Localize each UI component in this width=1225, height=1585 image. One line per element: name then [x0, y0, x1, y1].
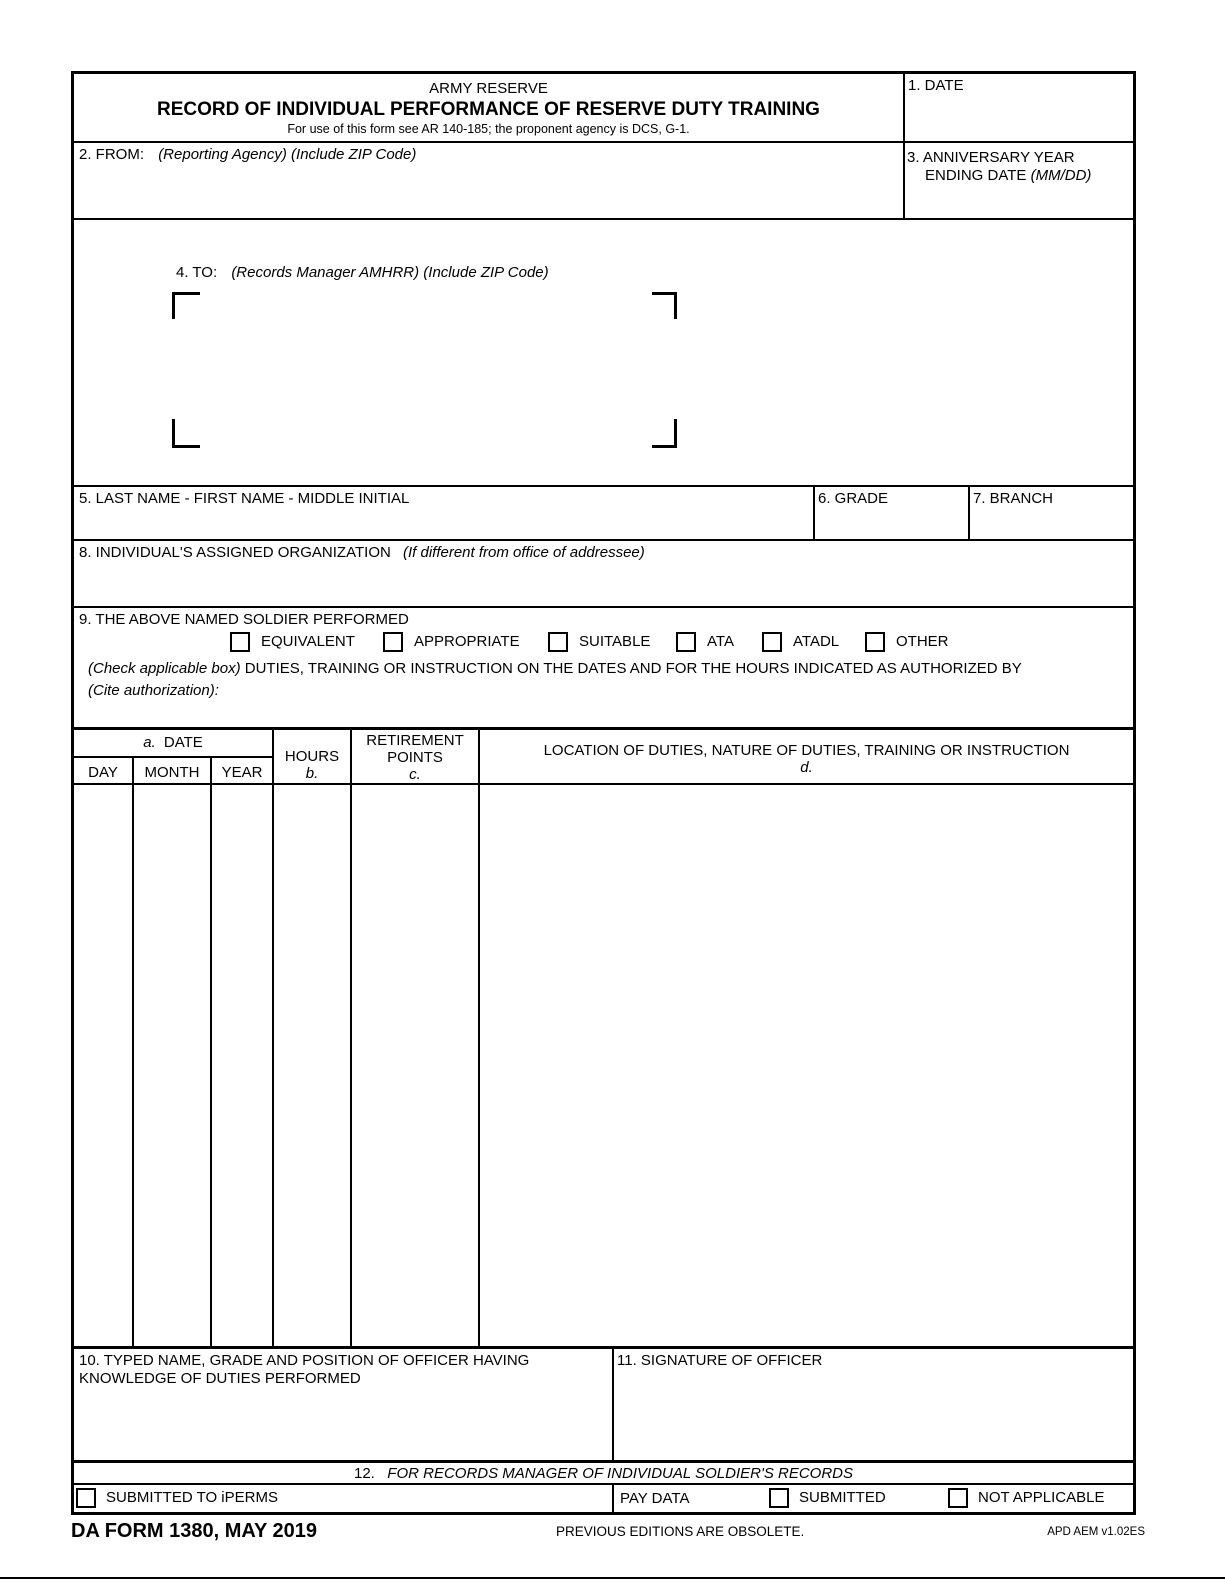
suitable-checkbox[interactable] — [548, 632, 568, 652]
previous-editions-note: PREVIOUS EDITIONS ARE OBSOLETE. — [556, 1524, 805, 1539]
option-suitable — [548, 632, 650, 652]
other-label: OTHER — [896, 633, 949, 650]
form-outline — [71, 71, 1136, 1515]
anniversary-field-label — [903, 143, 1133, 185]
appropriate-checkbox[interactable] — [383, 632, 403, 652]
typed-name-label: 10. TYPED NAME, GRADE AND POSITION OF OFFICER HAVING KNOWLEDGE OF DUTIES PERFORMED — [79, 1352, 530, 1387]
form-number: DA FORM 1380, MAY 2019 — [71, 1520, 318, 1542]
submitted-iperms-checkbox[interactable] — [76, 1488, 96, 1508]
year-column-input[interactable] — [212, 785, 272, 1346]
date-field-input[interactable] — [903, 96, 1133, 140]
anniversary-field-input[interactable] — [907, 187, 1133, 217]
records-manager-title-row — [74, 1460, 1133, 1483]
assigned-org-label — [74, 541, 1133, 565]
form-subtitle: For use of this form see AR 140-185; the proponent agency is DCS, G-1. — [287, 122, 690, 136]
date-group-prefix: a. — [143, 734, 156, 751]
apd-version: APD AEM v1.02ES — [1047, 1526, 1145, 1538]
check-applicable-box-hint: (Check applicable box) — [88, 660, 241, 677]
to-hint: (Records Manager AMHRR) (Include ZIP Code) — [231, 264, 549, 281]
pay-data-not-applicable-label: NOT APPLICABLE — [978, 1489, 1105, 1506]
option-appropriate — [383, 632, 520, 652]
equivalent-checkbox[interactable] — [230, 632, 250, 652]
header-row — [74, 74, 1133, 141]
from-hint: (Reporting Agency) (Include ZIP Code) — [158, 146, 417, 163]
officer-row — [74, 1346, 1133, 1460]
form-title-block — [74, 74, 903, 141]
page-bottom-rule — [0, 1577, 1225, 1579]
pay-data-submitted-checkbox[interactable] — [769, 1488, 789, 1508]
to-label: 4. TO: — [176, 264, 218, 281]
signature-label: 11. SIGNATURE OF OFFICER — [617, 1352, 823, 1369]
date-group-label: DATE — [163, 734, 203, 751]
equivalent-label: EQUIVALENT — [261, 633, 355, 650]
date-field-label: 1. DATE — [908, 77, 964, 94]
retirement-sub-label: c. — [409, 766, 421, 783]
month-column-input[interactable] — [134, 785, 210, 1346]
hours-column-header — [272, 730, 350, 786]
cite-authorization-input[interactable] — [234, 682, 1114, 722]
hours-sub-label: b. — [305, 765, 319, 782]
retirement-label-line2: POINTS — [387, 749, 443, 766]
month-column-header: MONTH — [132, 758, 210, 786]
day-column-input[interactable] — [74, 785, 132, 1346]
branch-field-input[interactable] — [970, 507, 1131, 539]
hours-label: HOURS — [284, 748, 340, 765]
anniversary-format-hint: (MM/DD) — [1030, 167, 1092, 184]
date-group-header — [74, 730, 272, 758]
cite-authorization-label: (Cite authorization): — [88, 682, 219, 699]
signature-input[interactable] — [614, 1369, 1131, 1459]
pay-data-label: PAY DATA — [620, 1490, 690, 1507]
typed-name-input[interactable] — [74, 1389, 608, 1459]
pay-data-not-applicable-option — [948, 1488, 1104, 1508]
to-address-block — [74, 218, 1133, 485]
form-title: RECORD OF INDIVIDUAL PERFORMANCE OF RESERVE DUTY TRAINING — [157, 99, 820, 120]
option-other — [865, 632, 949, 652]
location-column-header — [478, 730, 1133, 786]
anniversary-label-line2: ENDING DATE — [925, 167, 1027, 184]
pay-data-submitted-label: SUBMITTED — [799, 1489, 886, 1506]
atadl-label: ATADL — [793, 633, 840, 650]
pay-data-not-applicable-checkbox[interactable] — [948, 1488, 968, 1508]
records-manager-prefix: 12. — [353, 1465, 375, 1482]
from-field-input[interactable] — [74, 165, 899, 217]
ata-label: ATA — [707, 633, 734, 650]
ata-checkbox[interactable] — [676, 632, 696, 652]
performed-label: 9. THE ABOVE NAMED SOLDIER PERFORMED — [79, 611, 409, 628]
performed-section — [74, 606, 1133, 727]
year-column-header: YEAR — [210, 758, 272, 786]
name-field-input[interactable] — [74, 507, 809, 539]
location-sub-label: d. — [800, 759, 813, 776]
assigned-org-input[interactable] — [74, 563, 1129, 605]
name-field-label: 5. LAST NAME - FIRST NAME - MIDDLE INITIAL — [79, 490, 410, 507]
suitable-label: SUITABLE — [579, 633, 651, 650]
pay-data-submitted-option — [769, 1488, 886, 1508]
option-ata — [676, 632, 734, 652]
performed-note — [88, 660, 1118, 678]
assigned-org-row — [74, 539, 1133, 606]
to-address-input[interactable] — [180, 300, 670, 440]
anniversary-label-line1: 3. ANNIVERSARY YEAR — [907, 149, 1075, 166]
submitted-iperms-label: SUBMITTED TO iPERMS — [106, 1489, 278, 1506]
other-checkbox[interactable] — [865, 632, 885, 652]
submitted-iperms-option — [76, 1488, 278, 1508]
option-equivalent — [230, 632, 355, 652]
assigned-org-label-text: 8. INDIVIDUAL'S ASSIGNED ORGANIZATION — [79, 544, 391, 561]
appropriate-label: APPROPRIATE — [414, 633, 520, 650]
performed-note-text: DUTIES, TRAINING OR INSTRUCTION ON THE DATES AND FOR THE HOURS INDICATED AS AUTHORIZED BY — [244, 660, 1022, 677]
to-field-label — [176, 264, 549, 282]
retirement-points-column-header — [350, 730, 478, 786]
option-atadl — [762, 632, 839, 652]
day-column-header: DAY — [88, 764, 118, 781]
duty-table-header — [74, 727, 1133, 783]
duty-table-body — [74, 783, 1133, 1346]
grade-field-label: 6. GRADE — [818, 490, 889, 507]
grade-field-input[interactable] — [815, 507, 966, 539]
from-label: 2. FROM: — [79, 146, 145, 163]
location-label: LOCATION OF DUTIES, NATURE OF DUTIES, TRAINING OR INSTRUCTION — [543, 742, 1070, 759]
divider — [612, 1485, 614, 1512]
hours-column-input[interactable] — [274, 785, 350, 1346]
form-org: ARMY RESERVE — [429, 80, 548, 97]
assigned-org-hint: (If different from office of addressee) — [403, 544, 645, 561]
from-field-label — [74, 143, 903, 167]
retirement-label-line1: RETIREMENT — [366, 732, 464, 749]
retirement-points-column-input[interactable] — [352, 785, 478, 1346]
records-manager-title: FOR RECORDS MANAGER OF INDIVIDUAL SOLDIER'S RECORDS — [387, 1465, 854, 1482]
from-row — [74, 141, 1133, 218]
location-column-input[interactable] — [480, 785, 1133, 1346]
name-grade-branch-row — [74, 485, 1133, 539]
branch-field-label: 7. BRANCH — [973, 490, 1054, 507]
atadl-checkbox[interactable] — [762, 632, 782, 652]
records-manager-checkbox-row — [74, 1483, 1133, 1512]
